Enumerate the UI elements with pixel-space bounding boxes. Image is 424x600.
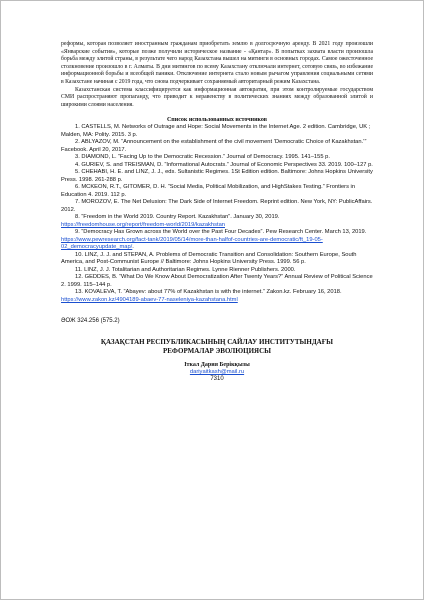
reference-text: 11. LINZ, J. J. Totalitarian and Authoritarian Regimes. Lynne Rienner Publishers. 2000. xyxy=(75,266,296,273)
udc-code: ӘОЖ 324.256 (575.2) xyxy=(61,318,120,325)
reference-item xyxy=(61,139,373,154)
reference-text: 12. GEDDES, B. “What Do We Know About Democratization After Twenty Years?” Annual Review of Political Science 2. 1999. 115–144 p. xyxy=(61,274,373,288)
author-name: Іткал Дария Берікқызы xyxy=(184,362,250,369)
reference-link[interactable]: https://www.pewresearch.org/fact-tank/2019/05/14/more-than-halfof-countries-are-democratic/ft_19-05-02_democracyupdate_map/ xyxy=(61,236,323,251)
reference-text: 3. DIAMOND, L. “Facing Up to the Democratic Recession.” Journal of Democracy. 1995. 141–155 p. xyxy=(75,154,330,161)
reference-text: 2. ABLYAZOV, M. “Announcement on the establishment of the civil movement ‘Democratic Choice of Kazakhstan.’” Facebook. April 20, 2017. xyxy=(61,139,367,153)
reference-text: 4. GURIEV, S. and TREISMAN, D. “Informational Autocrats.” Journal of Economic Perspectives 33. 2019. 100–127 p. xyxy=(75,161,373,168)
reference-item xyxy=(61,124,373,139)
reference-text: 9. “Democracy Has Grown across the World over the Past Four Decades”. Pew Research Center. March 13, 2019. xyxy=(75,229,367,236)
reference-text: 6. MCKEON, R.T., GITOMER, D. H. “Social Media, Political Mobilization, and HighStakes Testing.” Frontiers in Education 4. 2019. 112 p. xyxy=(61,184,356,198)
reference-item xyxy=(61,154,373,162)
article-title-line-1: ҚАЗАҚСТАН РЕСПУБЛИКАСЫНЫҢ САЙЛАУ ИНСТИТУТЫНДАҒЫ xyxy=(100,338,334,347)
reference-item xyxy=(61,274,373,289)
reference-link[interactable]: https://www.zakon.kz/4904189-abaev-77-naseleniya-kazahstana.html xyxy=(61,296,238,303)
reference-text: 10. LINZ, J. J. and STEPAN, A. Problems of Democratic Transition and Consolidation: Southern Europe, South America, and Post-Communist Europe // Baltimore: Johns Hopkins University Press. 1999. 56 p. xyxy=(61,251,357,266)
reference-item xyxy=(61,162,373,170)
page-content xyxy=(61,41,373,382)
article-title xyxy=(61,338,373,356)
reference-list xyxy=(61,124,373,304)
references-title: Список использованных источников xyxy=(166,117,268,124)
reference-item xyxy=(61,214,373,229)
reference-link[interactable]: https://freedomhouse.org/report/freedom-world/2019/kazakhstan xyxy=(61,221,225,228)
reference-item xyxy=(61,199,373,214)
body-paragraph-2: Казахстанская система классифицируется как информационная автократия, при этом контролируемые государством СМИ распространяют пропаганду, что приводит к неравенству в политических знаниях между образованной элитой и широкими слоями населения. xyxy=(61,86,373,108)
author-email-link[interactable]: dariyaitkash@mail.ru xyxy=(189,369,245,376)
reference-suffix: . xyxy=(132,244,134,251)
article-code: 7310 xyxy=(210,376,224,383)
article-title-line-2: РЕФОРМАЛАР ЭВОЛЮЦИЯСЫ xyxy=(162,347,272,356)
body-paragraph-1: реформы, которая позволяет иностранным гражданам приобретать землю в долгосрочную аренду. В 2021 году произошли «Январские события», которые позже получили историческое название - «Қантар». В попытках захвата власти произошла борьба между элитой страны, в результате чего народ Казахстана вышел на митинги в основных городах. Самое ожесточенное столкновение произошло в г. Алматы. В дни митингов по всему Казахстану отключали интернет, сотовую связь, во избежание информационной борьбы и всеобщей паники. Отключение интернета стало новым рычагом управления социальными сетями в Казахстане начиная с 2019 года, что снова подчеркивает сохраняемый авторитарный режим Казахстана. xyxy=(61,41,373,85)
reference-text: 8. “Freedom in the World 2019. Country Report. Kazakhstan”. January 30, 2019. xyxy=(75,214,280,221)
reference-item xyxy=(61,229,373,252)
reference-item xyxy=(61,184,373,199)
reference-text: 1. CASTELLS, M. Networks of Outrage and Hope: Social Movements in the Internet Age. 2 edition. Cambridge, UK ; Malden, MA: Polity. 2015. 3 p. xyxy=(61,124,371,138)
reference-text: 7. MOROZOV, E. The Net Delusion: The Dark Side of Internet Freedom. Reprint edition. New York, NY: PublicAffairs. 2012. xyxy=(61,199,373,213)
reference-item xyxy=(61,289,373,304)
reference-item xyxy=(61,169,373,184)
reference-item xyxy=(61,252,373,267)
reference-text: 13. KOVALEVA, T. “Abayev: about 77% of Kazakhstan is with the internet.” Zakon.kz. February 16, 2018. xyxy=(75,289,342,296)
reference-text: 5. CHEHABI, H. E. and LINZ, J. J., eds. Sultanistic Regimes. 1St Edition edition. Baltimore: Johns Hopkins University Press. 1998. 261-288 p. xyxy=(61,169,373,183)
reference-item xyxy=(61,267,373,275)
